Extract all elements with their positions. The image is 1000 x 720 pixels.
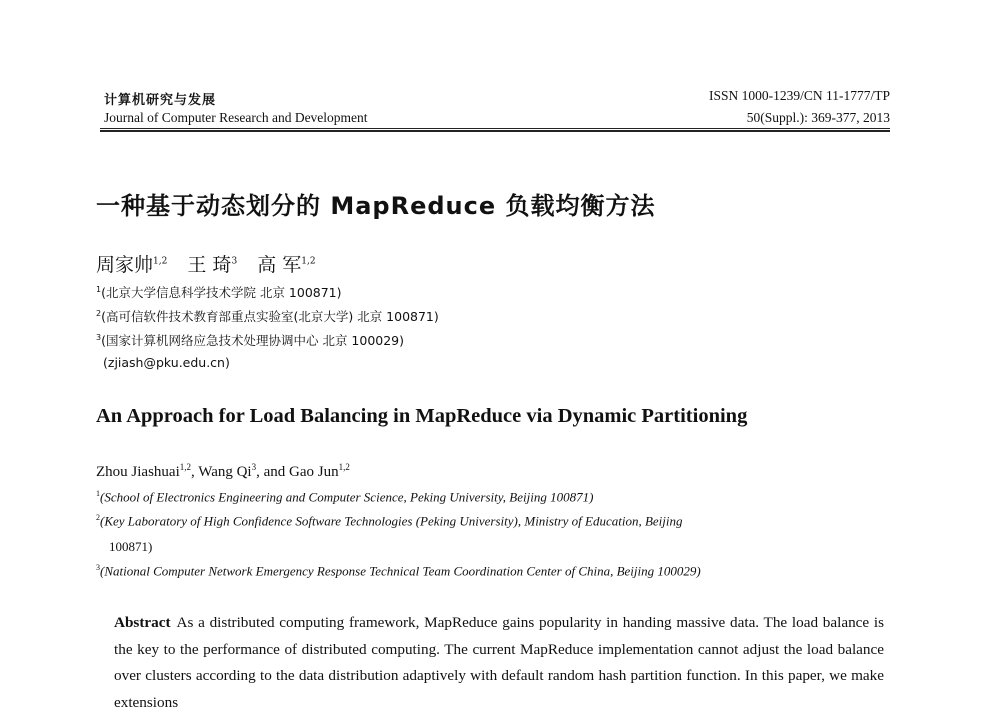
author-cn: 王 琦$^3$ [187, 254, 238, 276]
title-en: An Approach for Load Balancing in MapReduce via Dynamic Partitioning [96, 405, 748, 427]
volume-pages: 50(Suppl.): 369-377, 2013 [746, 110, 890, 125]
title-cn: 一种基于动态划分的 MapReduce 负载均衡方法 [96, 192, 656, 220]
affiliation-en: $^3$(National Computer Network Emergency Response Technical Team Coordination Center of China, Beijing 100029) [96, 563, 701, 579]
email: (zjiash@pku.edu.cn) [103, 355, 230, 370]
affiliation-cn: $^3$(国家计算机网络应急技术处理协调中心 北京 100029) [96, 332, 405, 348]
journal-name-cn: 计算机研究与发展 [104, 93, 217, 108]
affiliation-en: $^2$(Key Laboratory of High Confidence Software Technologies (Peking University), Ministry of Education, Beijing 100871) [96, 513, 683, 554]
author-cn: 高 军$^{1,2}$ [257, 254, 316, 276]
abstract [114, 610, 884, 716]
affiliation-en: $^1$(School of Electronics Engineering and Computer Science, Peking University, Beijing 100871) [96, 489, 594, 505]
header-rule-thin [100, 128, 890, 129]
affiliation-cn: $^2$(高可信软件技术教育部重点实验室(北京大学) 北京 100871) [96, 308, 439, 324]
author-cn: 周家帅$^{1,2}$ [96, 254, 168, 276]
issn: ISSN 1000-1239/CN 11-1777/TP [708, 88, 890, 103]
authors-en: Zhou Jiashuai$^{1,2}$, Wang Qi$^3$, and Gao Jun$^{1,2}$ [96, 462, 350, 480]
abstract-label: Abstract [114, 614, 171, 631]
affiliation-cn: $^1$(北京大学信息科学技术学院 北京 100871) [96, 284, 342, 300]
abstract-text: As a distributed computing framework, MapReduce gains popularity in handing massive data. The load balance is the key to the performance of distributed computing. The current MapReduce implementation cannot adjust the load balance over clusters according to the data distribution adaptively with default random hash partition function. In this paper, we make extensions [114, 614, 884, 711]
authors-cn [96, 250, 330, 277]
affiliation-en-cont: 100871) [109, 539, 153, 554]
header-rule-thick [100, 130, 890, 132]
journal-name-en: Journal of Computer Research and Development [104, 110, 368, 125]
